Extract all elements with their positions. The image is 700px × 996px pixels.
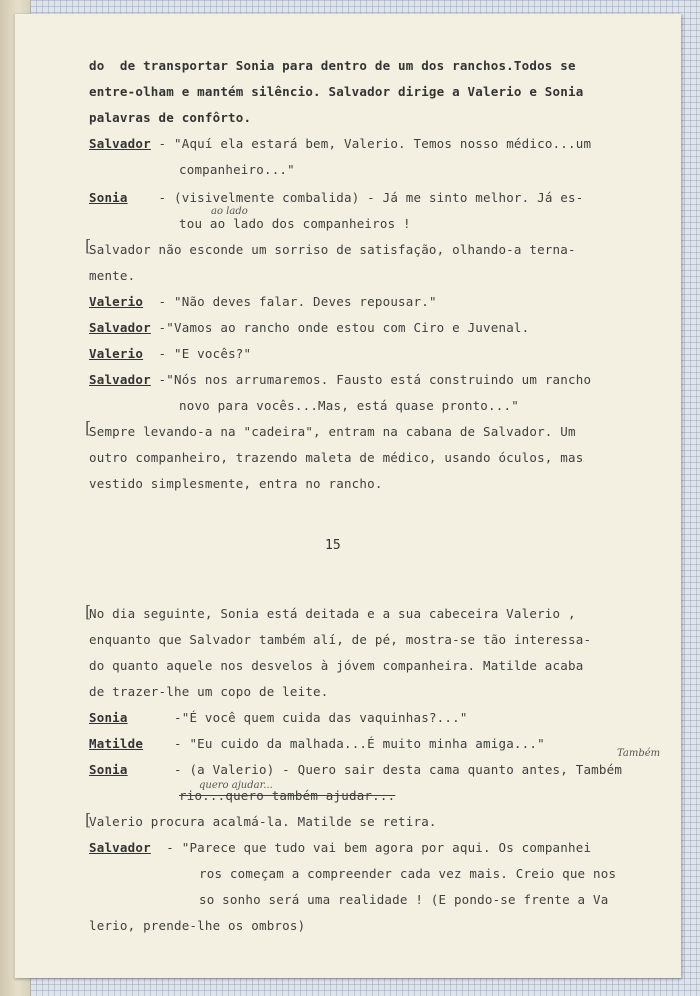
speaker-name: Sonia xyxy=(89,190,128,205)
handwritten-note: Também xyxy=(617,748,661,759)
speaker-name: Salvador xyxy=(89,320,151,335)
text-line: enquanto que Salvador também alí, de pé, mostra-se tão interessa- xyxy=(89,632,592,647)
speaker-name: Salvador xyxy=(89,372,151,387)
dialogue-text: - "Parece que tudo vai bem agora por aqui. Os companhei xyxy=(166,840,592,855)
dialogue-line xyxy=(89,136,591,151)
paragraph-mark: [ xyxy=(85,236,92,255)
dialogue-text: - "E vocês?" xyxy=(158,346,252,361)
text-line: mente. xyxy=(89,268,136,283)
speaker-name: Salvador xyxy=(89,136,151,151)
text-line: Valerio procura acalmá-la. Matilde se retira. xyxy=(89,814,437,829)
text-line: lerio, prende-lhe os ombros) xyxy=(89,918,306,933)
text-line: so sonho será uma realidade ! (E pondo-se frente a Va xyxy=(199,892,609,907)
speaker-name: Valerio xyxy=(89,294,144,309)
speaker-name: Sonia xyxy=(89,762,128,777)
dialogue-line xyxy=(89,762,622,777)
text-line: companheiro..." xyxy=(179,162,295,177)
text-line: ros começam a compreender cada vez mais. Creio que nos xyxy=(199,866,617,881)
dialogue-line xyxy=(89,710,468,725)
dialogue-line xyxy=(89,372,591,387)
typewritten-page xyxy=(14,14,681,978)
paragraph-mark: [ xyxy=(85,602,92,621)
dialogue-line xyxy=(89,736,545,751)
dialogue-line xyxy=(89,346,251,361)
text-line: tou ao lado dos companheiros ! xyxy=(179,216,411,231)
text-line: palavras de confôrto. xyxy=(89,110,252,125)
page-number: 15 xyxy=(325,538,341,553)
speaker-name: Salvador xyxy=(89,840,151,855)
handwritten-note: ao lado xyxy=(211,206,248,217)
dialogue-text: - "Aquí ela estará bem, Valerio. Temos nosso médico...um xyxy=(158,136,592,151)
paragraph-mark: [ xyxy=(85,810,92,829)
handwritten-note: quero ajudar... xyxy=(199,780,273,791)
text-line: entre-olham e mantém silêncio. Salvador dirige a Valerio e Sonia xyxy=(89,84,584,99)
dialogue-line xyxy=(89,840,591,855)
dialogue-text: -"É você quem cuida das vaquinhas?..." xyxy=(174,710,468,725)
text-line: Sempre levando-a na "cadeira", entram na cabana de Salvador. Um xyxy=(89,424,576,439)
dialogue-text: - (visivelmente combalida) - Já me sinto melhor. Já es- xyxy=(158,190,584,205)
dialogue-line xyxy=(89,190,583,205)
speaker-name: Valerio xyxy=(89,346,144,361)
text-line: de trazer-lhe um copo de leite. xyxy=(89,684,329,699)
dialogue-text: -"Vamos ao rancho onde estou com Ciro e Juvenal. xyxy=(158,320,530,335)
dialogue-text: - (a Valerio) - Quero sair desta cama quanto antes, Também xyxy=(174,762,623,777)
text-line: do de transportar Sonia para dentro de um dos ranchos.Todos se xyxy=(89,58,576,73)
text-line: outro companheiro, trazendo maleta de médico, usando óculos, mas xyxy=(89,450,584,465)
dialogue-text: - "Eu cuido da malhada...É muito minha amiga..." xyxy=(174,736,545,751)
dialogue-text: - "Não deves falar. Deves repousar." xyxy=(158,294,437,309)
struck-text: rio...quero também ajudar... xyxy=(179,788,396,803)
speaker-name: Sonia xyxy=(89,710,128,725)
text-line: No dia seguinte, Sonia está deitada e a sua cabeceira Valerio , xyxy=(89,606,576,621)
dialogue-text: -"Nós nos arrumaremos. Fausto está construindo um rancho xyxy=(158,372,592,387)
dialogue-line xyxy=(89,294,437,309)
dialogue-line xyxy=(89,320,529,335)
text-line: vestido simplesmente, entra no rancho. xyxy=(89,476,383,491)
text-line: do quanto aquele nos desvelos à jóvem companheira. Matilde acaba xyxy=(89,658,584,673)
speaker-name: Matilde xyxy=(89,736,144,751)
paragraph-mark: [ xyxy=(85,418,92,437)
text-line: Salvador não esconde um sorriso de satisfação, olhando-a terna- xyxy=(89,242,576,257)
text-line: novo para vocês...Mas, está quase pronto..." xyxy=(179,398,519,413)
